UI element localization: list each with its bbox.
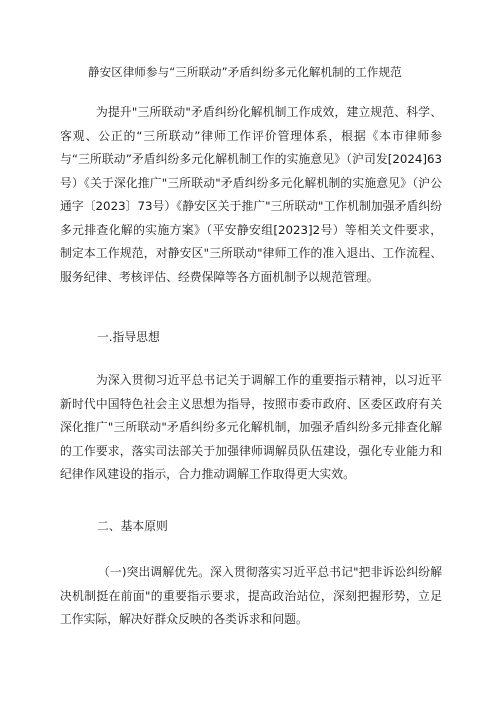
document-title: 静安区律师参与“三所联动”矛盾纠纷多元化解机制的工作规范 — [88, 65, 402, 79]
principle-item-1-paragraph: （一)突出调解优先。深入贯彻落实习近平总书记"把非诉讼纠纷解决机制挺在前面"的重要指示要求，提高政治站位，深刻把握形势，立足工作实际，解决好群众反映的各类诉求和问题。 — [60, 565, 442, 626]
intro-paragraph: 为提升"三所联动"矛盾纠纷化解机制工作成效，建立规范、科学、客观、公正的“三所联动”律师工作评价管理体系，根据《本市律师参与“三所联动”矛盾纠纷多元化解机制工作的实施意见》（沪司发[2024]63号）《关于深化推广"三所联动"矛盾纠纷多元化解机制的实施意见》（沪公通字〔2023〕73号）《静安区关于推广"三所联动"工作机制加强矛盾纠纷多元排查化解的实施方案》（平安静安组[2023]2号）等相关文件要求，制定本工作规范，对静安区"三所联动"律师工作的准入退出、工作流程、服务纪律、考核评估、经费保障等各方面机制予以规范管理。 — [60, 105, 442, 284]
section-heading-basic-principles: 二、基本原则 — [97, 519, 168, 533]
section-heading-guiding-ideology: 一.指导思想 — [97, 330, 160, 344]
guiding-ideology-paragraph: 为深入贯彻习近平总书记关于调解工作的重要指示精神，以习近平新时代中国特色社会主义思想为指导，按照市委市政府、区委区政府有关深化推广"三所联动"矛盾纠纷多元化解机制，加强矛盾纠纷多元排查化解的工作要求，落实司法部关于加强律师调解员队伍建设，强化专业能力和纪律作风建设的指示，合力推动调解工作取得更大实效。 — [60, 373, 442, 481]
